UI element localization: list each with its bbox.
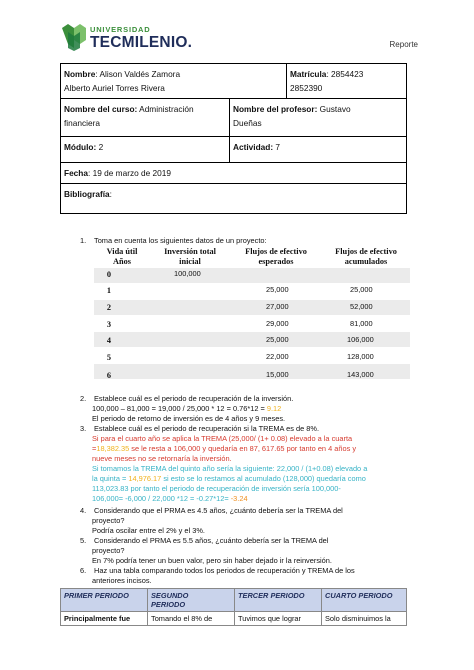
item3-line: nueve meses no se retornaría la inversión.: [92, 454, 232, 463]
item2-calculation: 100,000 – 81,000 = 19,000 / 25,000 * 12 = 0.76*12 = 9.12: [92, 404, 282, 413]
university-logo: [60, 22, 193, 56]
item4-question: Considerando que el PRMA es 4.5 años, ¿cuánto debería ser la TREMA del: [94, 506, 343, 515]
compare-header: CUARTO PERIODO: [322, 589, 407, 612]
item5-question: proyecto?: [92, 546, 125, 555]
item4-question: proyecto?: [92, 516, 125, 525]
compare-cell: Principalmente fue: [61, 612, 148, 626]
item-number: 5.: [80, 536, 87, 545]
item5-question: Considerando el PRMA es 5.5 años, ¿cuánto debería ser la TREMA del: [94, 536, 329, 545]
accumulated-cell: 25,000: [350, 285, 373, 294]
item3-line: la quinta = 14,976.17 si esto se lo restamos al acumulado (128,000) quedaría como: [92, 474, 366, 483]
item3-line: =18,382.35 se le resta a 106,000 y quedaría en 87, 617.65 por tanto en 4 años y: [92, 444, 357, 453]
compare-header: SEGUNDO PERIODO: [148, 589, 235, 612]
compare-cell: Tuvimos que lograr: [235, 612, 322, 626]
year-cell: 0: [106, 270, 112, 279]
item6-question: Haz una tabla comparando todos los periodos de recuperación y TREMA de los: [94, 566, 355, 575]
project-data-table: [94, 247, 410, 383]
flow-cell: 22,000: [266, 352, 289, 361]
flow-cell: 15,000: [266, 370, 289, 379]
year-cell: 6: [106, 371, 112, 380]
accumulated-cell: 128,000: [347, 352, 374, 361]
compare-header: PRIMER PERIODO: [61, 589, 148, 612]
accumulated-cell: 52,000: [350, 302, 373, 311]
student-info-table: [60, 63, 407, 214]
table-row-bg: [94, 268, 410, 283]
item-number: 3.: [80, 424, 87, 433]
item6-question: anteriores incisos.: [92, 576, 156, 585]
accumulated-cell: 81,000: [350, 319, 373, 328]
item-number: 4.: [80, 506, 87, 515]
col-header-flujos: Flujos de efectivo esperados: [245, 247, 307, 266]
comparison-table: [60, 588, 407, 626]
accumulated-cell: 106,000: [347, 335, 374, 344]
item-number: 6.: [80, 566, 87, 575]
tecmilenio-emblem-icon: [60, 22, 88, 52]
year-cell: 4: [106, 336, 112, 345]
report-label: Reporte: [389, 40, 418, 49]
year-cell: 3: [106, 320, 112, 329]
logo-university-text: UNIVERSIDAD: [90, 25, 151, 34]
year-cell: 2: [106, 303, 112, 312]
item3-line: Si para el cuarto año se aplica la TREMA (25,000/ (1+ 0.08) elevado a la cuarta: [92, 434, 353, 443]
item3-line: 106,000= -6,000 / 22,000 *12 = -0.27*12= -3.24: [92, 494, 248, 503]
col-header-acumulados: Flujos de efectivo acumulados: [335, 247, 397, 266]
item3-line: Si tomamos la TREMA del quinto año sería la siguiente: 22,000 / (1+0.08) elevado a: [92, 464, 368, 473]
year-cell: 5: [106, 353, 112, 362]
flow-cell: 27,000: [266, 302, 289, 311]
flow-cell: 25,000: [266, 285, 289, 294]
item1-text: Toma en cuenta los siguientes datos de un proyecto:: [94, 236, 267, 245]
item-number: 2.: [80, 394, 87, 403]
date-cell: Fecha: 19 de marzo de 2019: [61, 163, 407, 184]
logo-brand-text: TECMILENIO.: [90, 34, 193, 51]
professor-cell: Nombre del profesor: Gustavo Dueñas: [230, 99, 407, 137]
matricula-cell: Matrícula: 2854423 2852390: [287, 64, 407, 99]
compare-header: TERCER PERIODO: [235, 589, 322, 612]
item3-question: Establece cuál es el periodo de recuperación si la TREMA es de 8%.: [94, 424, 319, 433]
item-number: 1.: [80, 236, 87, 245]
year-cell: 1: [106, 286, 112, 295]
flow-cell: 29,000: [266, 319, 289, 328]
student-name-cell: Nombre: Alison Valdés Zamora Alberto Auriel Torres Rivera: [61, 64, 287, 99]
item5-answer: En 7% podría tener un buen valor, pero sin haber dejado ir la reinversión.: [92, 556, 332, 565]
col-header-inversion: Inversión total inicial: [164, 247, 216, 266]
col-header-vida: Vida útil Años: [106, 247, 138, 266]
course-cell: Nombre del curso: Administración financiera: [61, 99, 230, 137]
flow-cell: 25,000: [266, 335, 289, 344]
compare-cell: Tomando el 8% de: [148, 612, 235, 626]
activity-cell: Actividad: 7: [230, 137, 407, 163]
accumulated-cell: 143,000: [347, 370, 374, 379]
bibliography-cell: Bibliografía:: [61, 184, 407, 214]
item2-question: Establece cuál es el periodo de recuperación de la inversión.: [94, 394, 294, 403]
item4-answer: Podría oscilar entre el 2% y el 3%.: [92, 526, 205, 535]
compare-cell: Solo disminuimos la: [322, 612, 407, 626]
item2-conclusion: El periodo de retorno de inversión es de 4 años y 9 meses.: [92, 414, 286, 423]
investment-cell: 100,000: [174, 269, 201, 278]
module-cell: Módulo: 2: [61, 137, 230, 163]
item3-line: 113,023.83 por tanto el periodo de recuperación de inversión sería 100,000-: [92, 484, 341, 493]
